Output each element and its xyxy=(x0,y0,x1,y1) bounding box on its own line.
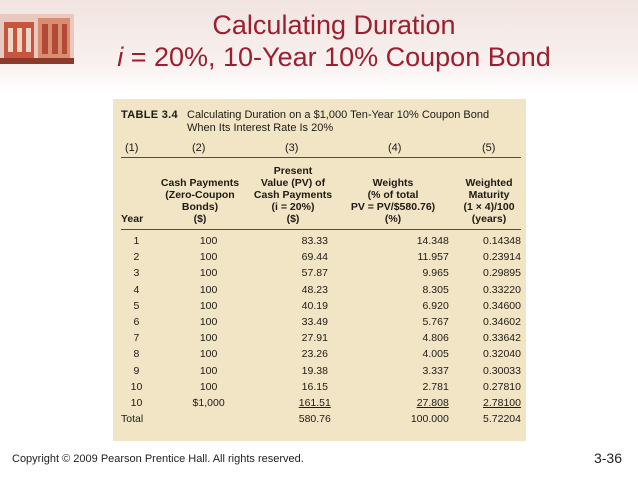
table-cell: Total xyxy=(121,413,144,426)
copyright-text: Copyright © 2009 Pearson Prentice Hall. All rights reserved. xyxy=(12,453,304,465)
table-cell: 40.19 xyxy=(301,299,328,312)
table-cell: 48.23 xyxy=(301,283,328,296)
table-cell: 16.15 xyxy=(301,380,328,393)
table-row xyxy=(121,411,521,427)
table-cell: 0.33642 xyxy=(483,332,521,345)
header-weights: Weights (% of total PV = PV/$580.76) (%) xyxy=(350,177,436,225)
table-cell: 161.51 xyxy=(298,397,331,410)
rate-variable: i xyxy=(117,42,124,72)
table-cell: 100 xyxy=(199,316,218,329)
table-row xyxy=(121,282,521,298)
table-row xyxy=(121,379,521,395)
table-cell: 69.44 xyxy=(301,251,328,264)
table-row xyxy=(121,346,521,362)
table-cell: 6 xyxy=(133,316,140,329)
table-row xyxy=(121,314,521,330)
table-cell: 57.87 xyxy=(301,267,328,280)
table-row xyxy=(121,265,521,281)
table-cell: 0.32040 xyxy=(483,348,521,361)
header-year: Year xyxy=(121,213,144,225)
table-caption xyxy=(121,109,490,134)
table-cell: 14.348 xyxy=(416,235,449,247)
table-cell: 6.920 xyxy=(422,299,449,312)
table-cell: 100 xyxy=(199,380,218,393)
table-cell: 83.33 xyxy=(301,235,328,247)
table-cell: 100 xyxy=(199,332,218,345)
colnum-1: (1) xyxy=(125,142,139,154)
table-cell: 100.000 xyxy=(410,413,449,426)
table-cell: 10 xyxy=(130,397,143,410)
table-cell: 0.29895 xyxy=(483,267,521,280)
table-cell: 1 xyxy=(133,235,140,247)
table-cell: 27.808 xyxy=(416,397,449,410)
table-cell xyxy=(152,411,265,427)
table-cell: 100 xyxy=(199,283,218,296)
table-cell: 100 xyxy=(199,364,218,377)
slide-title: Calculating Duration xyxy=(212,10,456,40)
table-cell: 100 xyxy=(199,235,218,247)
table-cell: 0.34602 xyxy=(483,316,521,329)
table-cell: 8 xyxy=(133,348,140,361)
table-cell: 5 xyxy=(133,299,140,312)
header-cash-payments: Cash Payments (Zero-Coupon Bonds) ($) xyxy=(160,177,240,225)
colnum-5: (5) xyxy=(482,142,496,154)
table-row xyxy=(121,298,521,314)
table-cell: 3 xyxy=(133,267,140,280)
table-cell: 3.337 xyxy=(422,364,449,377)
table-cell: 23.26 xyxy=(301,348,328,361)
table-cell: 2.781 xyxy=(422,380,449,393)
table-cell: 11.957 xyxy=(417,251,449,264)
table-cell: 2 xyxy=(133,251,140,264)
caption-line-2: When Its Interest Rate Is 20% xyxy=(187,122,334,134)
table-cell: 2.78100 xyxy=(483,397,521,410)
table-cell: 0.34600 xyxy=(483,299,521,312)
table-cell: 7 xyxy=(133,332,140,345)
header-rule-top xyxy=(121,157,521,158)
subtitle-text: = 20%, 10-Year 10% Coupon Bond xyxy=(123,42,551,72)
table-cell: 9 xyxy=(133,364,140,377)
table-cell: 0.23914 xyxy=(483,251,521,264)
table-cell: 5.72204 xyxy=(483,413,521,426)
table-cell: 0.27810 xyxy=(483,380,521,393)
page-number: 3-36 xyxy=(593,450,622,466)
duration-table xyxy=(121,233,521,427)
table-cell: 33.49 xyxy=(301,316,328,329)
table-cell: 0.14348 xyxy=(483,235,521,247)
caption-line-1: Calculating Duration on a $1,000 Ten-Year 10% Coupon Bond xyxy=(187,109,490,121)
colnum-2: (2) xyxy=(192,142,206,154)
table-cell: 27.91 xyxy=(301,332,328,345)
table-cell: 8.305 xyxy=(422,283,449,296)
table-row xyxy=(121,363,521,379)
table-cell: $1,000 xyxy=(192,397,225,410)
table-cell: 0.30033 xyxy=(483,364,521,377)
table-cell: 5.767 xyxy=(422,316,449,329)
table-cell: 9.965 xyxy=(422,267,449,280)
table-cell: 100 xyxy=(199,267,218,280)
table-cell: 4.005 xyxy=(422,348,449,361)
table-cell: 100 xyxy=(199,251,218,264)
table-row xyxy=(121,249,521,265)
table-cell: 100 xyxy=(199,348,218,361)
header-weighted-maturity: Weighted Maturity (1 × 4)/100 (years) xyxy=(463,177,515,225)
table-row xyxy=(121,395,521,411)
table-cell: 10 xyxy=(130,380,143,393)
header-present-value: Present Value (PV) of Cash Payments (i = 20%) ($) xyxy=(253,165,333,225)
table-cell: 580.76 xyxy=(298,413,331,426)
table-row xyxy=(121,233,521,249)
table-label: TABLE 3.4 xyxy=(121,109,178,121)
table-cell: 0.33220 xyxy=(483,283,521,296)
slide-subtitle xyxy=(0,42,638,73)
table-cell: 4.806 xyxy=(422,332,449,345)
colnum-3: (3) xyxy=(285,142,299,154)
colnum-4: (4) xyxy=(388,142,402,154)
table-cell: 19.38 xyxy=(301,364,328,377)
table-cell: 100 xyxy=(199,299,218,312)
table-cell: 4 xyxy=(133,283,140,296)
table-row xyxy=(121,330,521,346)
header-rule-bottom xyxy=(121,229,521,230)
